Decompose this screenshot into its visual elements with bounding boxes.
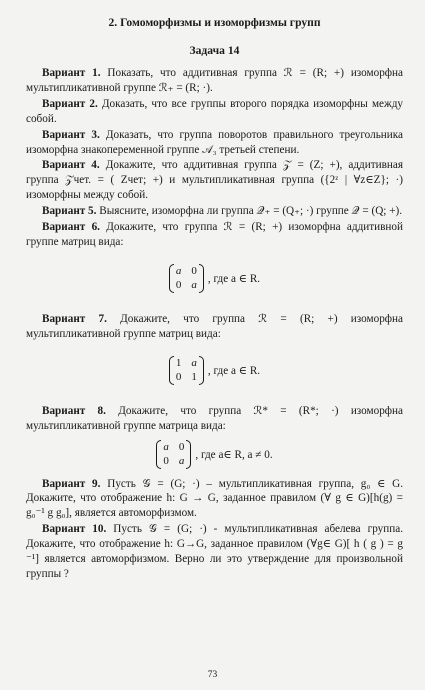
task-title: Задача 14 — [189, 44, 240, 57]
matrix-2-condition: , где a ∈ R. — [207, 364, 261, 377]
matrix-2: 1 a 0 1 — [169, 356, 204, 385]
variant-7: Вариант 7. Докажите, что группа ℛ = (R; +) изоморфна мультипликативной группе матриц вида: — [26, 312, 403, 340]
matrix-3: a 0 0 a — [156, 440, 191, 469]
page-number: 73 — [207, 670, 218, 680]
matrix-1: a 0 0 a — [169, 264, 204, 293]
variant-6: Вариант 6. Докажите, что группа ℛ = (R; +) изоморфна аддитивной группе матриц вида: — [26, 221, 403, 248]
variant-10: Вариант 10. Пусть 𝒢 = (G; ·) - мультипликативная абелева группа. Докажите, что отображение h: G→G, заданное правилом (∀g∈ G)[ h ( g ) = g ⁻¹] является автоморфизмом. Верно ли это утверждение для произвольной группы ? — [26, 523, 404, 580]
variant-2: Вариант 2. Доказать, что все группы второго порядка изоморфны между собой. — [26, 97, 404, 125]
variant-5: Вариант 5. Выясните, изоморфна ли группа 𝒬₊ = (Q₊; ·) группе 𝒬 = (Q; +). — [42, 205, 403, 218]
matrix-formula-2 — [26, 356, 403, 385]
matrix-1-condition: , где a ∈ R. — [207, 272, 261, 285]
section-title: 2. Гомоморфизмы и изоморфизмы групп — [108, 16, 321, 29]
variant-1: Вариант 1. Показать, что аддитивная группа ℛ = (R; +) изоморфна мультипликативной группе ℛ₊ = (R; ·). — [26, 67, 404, 94]
variant-3: Вариант 3. Доказать, что группа поворотов правильного треугольника изоморфна знакопеременной группе 𝒜₃ третьей степени. — [26, 128, 403, 156]
matrix-3-condition: , где a∈ R, a ≠ 0. — [195, 448, 273, 461]
variant-8: Вариант 8. Докажите, что группа ℛ* = (R*; ·) изоморфна мультипликативной группе матрица вида: — [26, 404, 404, 432]
matrix-formula-1 — [26, 264, 403, 293]
variant-4: Вариант 4. Докажите, что аддитивная группа 𝒵 = (Z; +), аддитивная группа 𝒵чет. = ( Zчет; +) и мультипликативная группа ({2ᶻ | ∀z∈Z}; ·) изоморфны между собой. — [26, 159, 403, 202]
variant-9: Вариант 9. Пусть 𝒢 = (G; ·) – мультипликативная группа, g₀ ∈ G. Докажите, что отображение h: G → G, заданное правилом (∀ g ∈ G)[h(g) = g₀⁻¹ g g₀], является автоморфизмом. — [26, 477, 404, 520]
matrix-formula-3 — [26, 440, 403, 469]
